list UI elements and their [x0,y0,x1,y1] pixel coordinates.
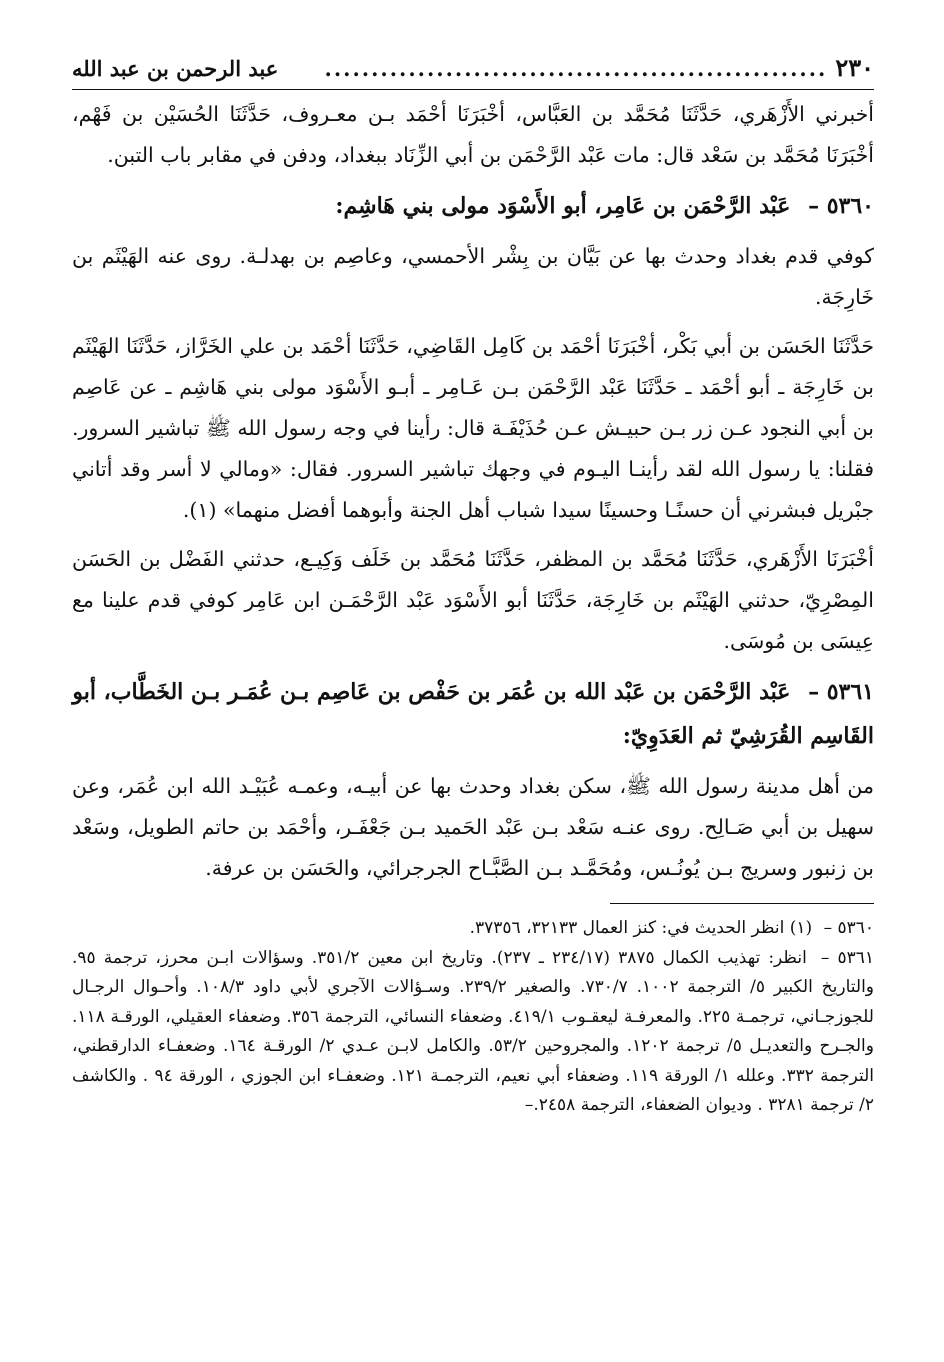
entry-number: ٥٣٦١ – [808,679,874,705]
footnote-divider [610,903,874,904]
footnote-5360 [72,914,874,944]
paragraph-2: كوفي قدم بغداد وحدث بها عن بَيَّان بن بِشْر الأحمسي، وعاصِم بن بهدلـة. روى عنه الهَيْثَم بن خَارِجَة. [72,244,874,309]
entry-title: عَبْد الرَّحْمَن بن عَبْد الله بن عُمَر بن حَفْص بن عَاصِم بـن عُمَـر بـن الخَطَّاب، أبو القَاسِم القُرَشِيّ ثم العَدَوِيّ: [72,679,874,749]
running-title: عبد الرحمن بن عبد الله [72,56,279,81]
paragraph-3: حَدَّثَنَا الحَسَن بن أبي بَكْر، أخْبَرَنَا أحْمَد بن كَامِل القَاضِي، حَدَّثَنَا أحْمَد بن علي الخَرَّاز، حَدَّثَنَا الهَيْثَم بن خَارِجَة ـ أبو أحْمَد ـ حَدَّثَنَا عَبْد الرَّحْمَن بـن عَـامِر ـ أبـو الأَسْوَد مولى بني هَاشِم ـ عن عَاصِم بن أبي النجود عـن زر بـن حبيـش عـن حُذَيْفَـة قال: رأينا في وجه رسول الله ﷺ تباشير السرور. فقلنا: يا رسول الله لقد رأينـا اليـوم في وجهك تباشير السرور. فقال: «ومالي لا أسر وقد أتاني جبْريل فبشرني أن حسنًـا وحسينًا سيدا شباب أهل الجنة وأبوهما أفضل منهما» (١). [72,334,874,522]
leader-dots: ...................................................... [324,56,828,81]
running-header [72,48,874,90]
footnote-text: انظر: تهذيب الكمال ٣٨٧٥ (٢٣٤/١٧ ـ ٢٣٧). وتاريخ ابن معين ٣٥١/٢. وسؤالات ابـن محرز، ترجمة ٩٥. والتاريخ الكبير ٥/ الترجمة ١٠٠٢. ٧٣٠/٧. والصغير ٢٣٩/٢. وسـؤالات الآجري لأبي داود ١٠٨/٣. وأحـوال الرجـال للجوزجـاني، ترجمـة ٢٢٥. والمعرفـة ليعقـوب ٤١٩/١. وضعفاء النسائي، الترجمة ٣٥٦. وضعفاء العقيلي، الورقـة ١١٨. والجـرح والتعديـل ٥/ ترجمة ١٢٠٢. والمجروحين ٥٣/٢. والكامل لابـن عـدي ٢/ الورقـة ١٦٤. وضعفـاء الدارقطني، الترجمة ٣٣٢. وعلله ١/ الورقة ١١٩. وضعفاء أبي نعيم، الترجمـة ١٢١. وضعفـاء ابن الجوزي ، الورقة ٩٤ . والكاشف ٢/ ترجمة ٣٢٨١ . وديوان الضعفاء، الترجمة ٢٤٥٨.– [72,947,875,1115]
entry-number: ٥٣٦٠ – [808,193,874,219]
footnote-text: (١) انظر الحديث في: كنز العمال ٣٢١٣٣، ٣٧٣٥٦. [469,918,813,938]
paragraph-1: أخبرني الأَزْهَري، حَدَّثَنَا مُحَمَّد بن العَبَّاس، أخْبَرَنَا أحْمَد بـن معـروف، حَدَّثَنَا الحُسَيْن بن فَهْم، أخْبَرَنَا مُحَمَّد بن سَعْد قال: مات عَبْد الرَّحْمَن بن أبي الزِّنَاد ببغداد، ودفن في مقابر باب التبن. [72,102,874,167]
entry-heading-5361 [72,670,874,758]
page-number: ٢٣٠ [835,53,874,82]
footnote-5361 [72,944,874,1121]
footnote-label: ٥٣٦١ – [820,947,874,968]
entry-title: عَبْد الرَّحْمَن بن عَامِر، أبو الأَسْوَد مولى بني هَاشِم: [335,193,791,219]
footnote-label: ٥٣٦٠ – [823,918,874,938]
entry-heading-5360 [72,184,874,228]
paragraph-5: من أهل مدينة رسول الله ﷺ، سكن بغداد وحدث بها عن أبيـه، وعمـه عُبَيْـد الله ابن عُمَر، وعن سهيل بن أبي صَـالِح. روى عنـه سَعْد بـن عَبْد الحَميد بـن جَعْفَـر، وأحْمَد بن حاتم الطويل، وسَعْد بن زنبور وسريج بـن يُونُـس، ومُحَمَّـد بـن الصَّبَّـاح الجرجرائي، والحَسَن بن عرفة. [72,774,874,880]
paragraph-4: أخْبَرَنَا الأَزْهَري، حَدَّثَنَا مُحَمَّد بن المظفر، حَدَّثَنَا مُحَمَّد بن خَلَف وَكِيـع، حدثني الفَضْل بن الحَسَن المِصْرِيّ، حدثني الهَيْثَم بن خَارِجَة، حَدَّثَنَا أبو الأَسْوَد عَبْد الرَّحْمَـن ابن عَامِر كوفي قدم علينا مع عِيسَى بن مُوسَى. [72,547,875,653]
